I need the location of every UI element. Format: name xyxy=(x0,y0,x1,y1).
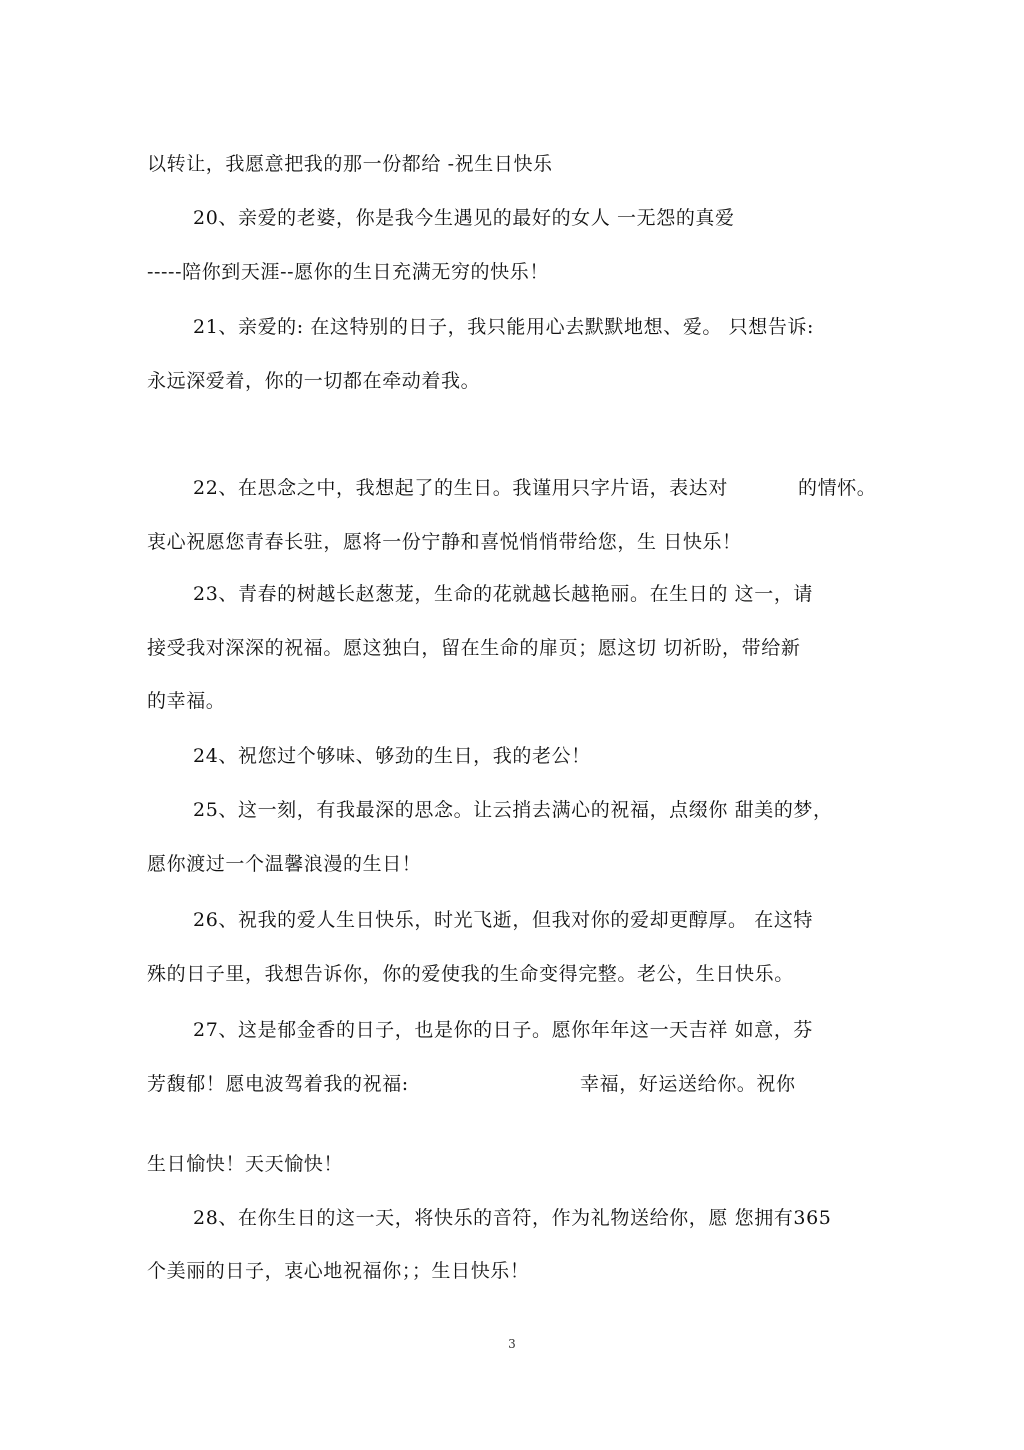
text-line: 的情怀。 xyxy=(798,477,877,499)
text-line: 愿你渡过一个温馨浪漫的生日！ xyxy=(147,853,422,875)
text-line: 22、在思念之中，我想起了的生日。我谨用只字片语，表达对 xyxy=(193,477,728,499)
text-line: 幸福，好运送给你。祝你 xyxy=(580,1073,796,1095)
text-line: 接受我对深深的祝福。愿这独白，留在生命的扉页；愿这切 切祈盼，带给新 xyxy=(147,637,801,659)
text-line: 28、在你生日的这一天，将快乐的音符，作为礼物送给你，愿 您拥有365 xyxy=(193,1207,832,1229)
text-line: 芳馥郁！愿电波驾着我的祝福: xyxy=(147,1073,409,1095)
text-line: 的幸福。 xyxy=(147,690,226,712)
text-line: 以转让，我愿意把我的那一份都给 -祝生日快乐 xyxy=(147,153,553,175)
text-line: 23、青春的树越长赵葱茏，生命的花就越长越艳丽。在生日的 这一，请 xyxy=(193,583,814,605)
text-line: 26、祝我的爱人生日快乐，时光飞逝，但我对你的爱却更醇厚。 在这特 xyxy=(193,909,814,931)
text-line: 27、这是郁金香的日子，也是你的日子。愿你年年这一天吉祥 如意，芬 xyxy=(193,1019,814,1041)
text-line: 24、祝您过个够味、够劲的生日，我的老公！ xyxy=(193,745,591,767)
text-line: 25、这一刻，有我最深的思念。让云捎去满心的祝福，点缀你 甜美的梦， xyxy=(193,799,833,821)
text-line: 21、亲爱的: 在这特别的日子，我只能用心去默默地想、爱。 只想告诉: xyxy=(193,316,815,338)
text-line: 殊的日子里，我想告诉你，你的爱使我的生命变得完整。老公，生日快乐。 xyxy=(147,963,794,985)
text-line: 永远深爱着，你的一切都在牵动着我。 xyxy=(147,370,481,392)
text-line: 生日愉快！天天愉快！ xyxy=(147,1153,344,1175)
text-line: 20、亲爱的老婆，你是我今生遇见的最好的女人 一无怨的真爱 xyxy=(193,207,735,229)
text-line: 衷心祝愿您青春长驻，愿将一份宁静和喜悦悄悄带给您，生 日快乐！ xyxy=(147,531,742,553)
text-line: -----陪你到天涯--愿你的生日充满无穷的快乐！ xyxy=(147,261,549,283)
text-line: 个美丽的日子，衷心地祝福你；；生日快乐！ xyxy=(147,1260,530,1282)
page-number: 3 xyxy=(508,1337,516,1351)
